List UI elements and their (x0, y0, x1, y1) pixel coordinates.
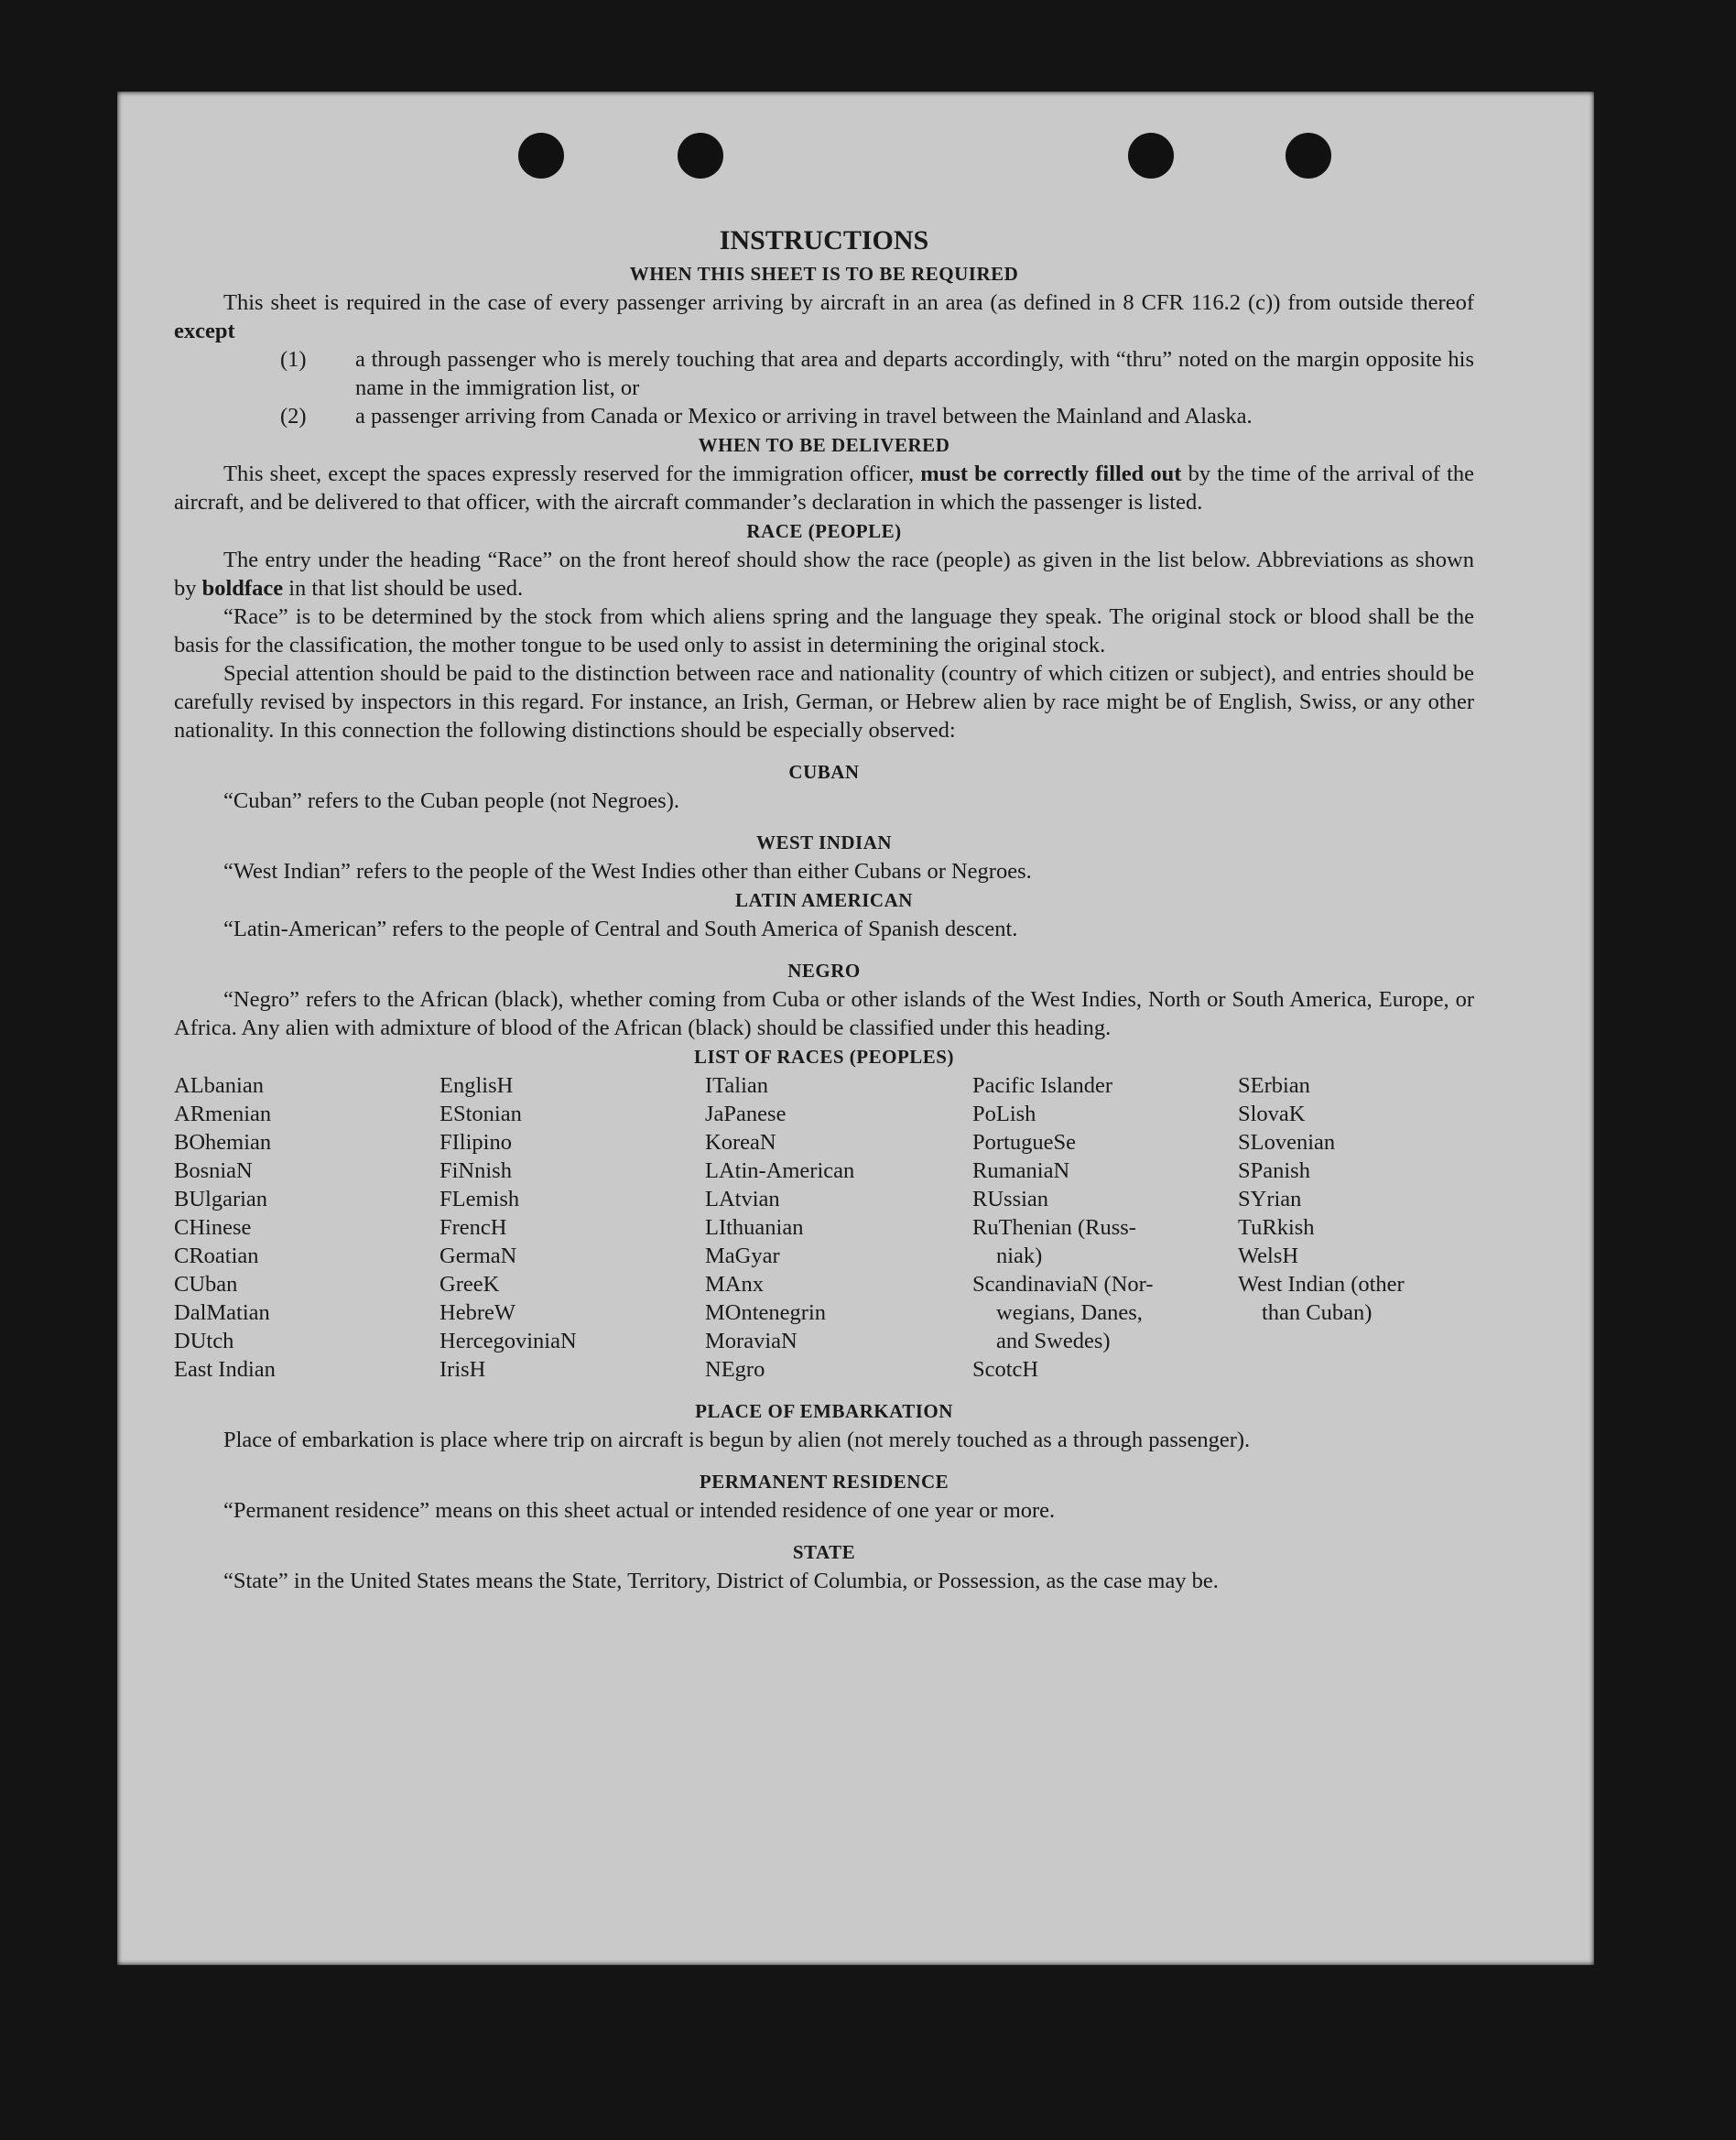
section-heading-west-indian: WEST INDIAN (755, 831, 893, 853)
race-entry: East Indian (174, 1357, 276, 1382)
race-entry: FLemish (439, 1187, 520, 1211)
race-entry: ALbanian (174, 1073, 264, 1098)
race-entry: CHinese (174, 1215, 252, 1240)
race-entry: JaPanese (705, 1102, 787, 1126)
race-entry: TuRkish (1238, 1215, 1315, 1240)
race-entry: ScotcH (972, 1357, 1039, 1382)
race-entry: PortugueSe (972, 1130, 1076, 1155)
race-entry: MaGyar (705, 1244, 780, 1268)
punch-hole (1128, 133, 1174, 179)
race-paragraph: “Race” is to be determined by the stock from which aliens spring and the language they speak. The original stock or blood shall be the basis for the classification, the mother tongue to be used only to assist in determining the original stock. (174, 604, 1474, 657)
race-paragraph: The entry under the heading “Race” on the front hereof should show the race (people) as given in the list below. Abbreviations as shown by boldface in that list should be used. (174, 548, 1474, 601)
race-entry: CUban (174, 1272, 238, 1297)
race-entry: NEgro (705, 1357, 765, 1382)
page-title: INSTRUCTIONS (719, 225, 929, 255)
state-text: “State” in the United States means the State, Territory, District of Columbia, or Possession, as the case may be. (223, 1569, 1219, 1593)
punch-hole (1286, 133, 1331, 179)
section-heading-latin-american: LATIN AMERICAN (735, 889, 913, 911)
latin-american-text: “Latin-American” refers to the people of Central and South America of Spanish descent. (223, 917, 1018, 941)
race-entry: MOntenegrin (705, 1300, 826, 1325)
race-entry: Pacific Islander (972, 1073, 1113, 1098)
races-column (1238, 1071, 1474, 1384)
race-entry: ScandinaviaN (Nor- (972, 1272, 1154, 1297)
west-indian-text: “West Indian” refers to the people of the West Indies other than either Cubans or Negroes. (223, 859, 1032, 884)
residence-text: “Permanent residence” means on this sheet actual or intended residence of one year or more. (223, 1498, 1056, 1523)
race-entry: wegians, Danes, (996, 1300, 1143, 1325)
races-list (174, 1071, 1474, 1384)
race-entry: GreeK (439, 1272, 500, 1297)
races-column (972, 1071, 1238, 1384)
race-entry: than Cuban) (1262, 1300, 1373, 1325)
race-entry: RumaniaN (972, 1158, 1070, 1183)
race-entry: FrencH (439, 1215, 507, 1240)
section-heading-cuban: CUBAN (788, 761, 860, 783)
race-entry: CRoatian (174, 1244, 259, 1268)
race-entry: EnglisH (439, 1073, 514, 1098)
race-entry: SYrian (1238, 1187, 1302, 1211)
section-heading-races: LIST OF RACES (PEOPLES) (694, 1046, 954, 1068)
races-column (439, 1071, 705, 1384)
section-heading-required: WHEN THIS SHEET IS TO BE REQUIRED (629, 263, 1019, 285)
race-entry: EStonian (439, 1102, 522, 1126)
race-entry: SlovaK (1238, 1102, 1306, 1126)
section-heading-race: RACE (PEOPLE) (746, 520, 902, 542)
race-entry: MoraviaN (705, 1329, 797, 1353)
race-entry: SLovenian (1238, 1130, 1336, 1155)
races-column (705, 1071, 972, 1384)
race-entry: WelsH (1238, 1244, 1299, 1268)
race-entry: DalMatian (174, 1300, 270, 1325)
race-entry: MAnx (705, 1272, 764, 1297)
race-entry: FiNnish (439, 1158, 512, 1183)
race-entry: SErbian (1238, 1073, 1310, 1098)
race-entry: FIlipino (439, 1130, 512, 1155)
race-entry: PoLish (972, 1102, 1036, 1126)
race-paragraph: Special attention should be paid to the distinction between race and nationality (country of which citizen or subject), and entries should be carefully revised by inspectors in this regard. For instance, an Irish, German, or Hebrew alien by race might be of English, Swiss, or any other nationality. In this connection the following distinctions should be especially observed: (174, 661, 1474, 743)
section-heading-residence: PERMANENT RESIDENCE (699, 1471, 949, 1493)
section-heading-embarkation: PLACE OF EMBARKATION (695, 1400, 953, 1422)
section-heading-delivered: WHEN TO BE DELIVERED (698, 434, 950, 456)
race-entry: ITalian (705, 1073, 769, 1098)
race-entry: RUssian (972, 1187, 1049, 1211)
race-entry: LAtvian (705, 1187, 780, 1211)
race-entry: BUlgarian (174, 1187, 268, 1211)
required-intro: This sheet is required in the case of every passenger arriving by aircraft in an area (as defined in 8 CFR 116.2 (c)) from outside thereof except (174, 290, 1474, 343)
race-entry: GermaN (439, 1244, 517, 1268)
race-entry: West Indian (other (1238, 1272, 1405, 1297)
section-heading-state: STATE (792, 1541, 856, 1563)
race-entry: and Swedes) (996, 1329, 1111, 1353)
embarkation-text: Place of embarkation is place where trip on aircraft is begun by alien (not merely touched as a through passenger). (223, 1428, 1251, 1452)
cuban-text: “Cuban” refers to the Cuban people (not Negroes). (223, 788, 679, 813)
race-entry: KoreaN (705, 1130, 776, 1155)
section-heading-negro: NEGRO (787, 960, 861, 982)
race-entry: BosniaN (174, 1158, 253, 1183)
document-sheet (117, 92, 1594, 1965)
exception-item: (1) a through passenger who is merely touching that area and departs accordingly, with “thru” noted on the margin opposite his name in the immigration list, or (280, 347, 1474, 400)
delivered-text: This sheet, except the spaces expressly reserved for the immigration officer, must be correctly filled out by the time of the arrival of the aircraft, and be delivered to that officer, with the aircraft commander’s declaration in which the passenger is listed. (174, 462, 1475, 515)
races-column (174, 1071, 439, 1384)
negro-text: “Negro” refers to the African (black), whether coming from Cuba or other islands of the West Indies, North or South America, Europe, or Africa. Any alien with admixture of blood of the African (black) should be classified under this heading. (174, 987, 1474, 1040)
exception-item: (2) a passenger arriving from Canada or Mexico or arriving in travel between the Mainland and Alaska. (280, 404, 1253, 429)
race-entry: ARmenian (174, 1102, 272, 1126)
punch-hole (678, 133, 723, 179)
race-entry: HercegovinіaN (439, 1329, 577, 1353)
race-entry: SPanish (1238, 1158, 1310, 1183)
instructions-content (174, 224, 1474, 1595)
race-entry: RuThenian (Russ- (972, 1215, 1136, 1240)
punch-hole (518, 133, 564, 179)
race-entry: LAtin-American (705, 1158, 855, 1183)
race-entry: BOhemian (174, 1130, 272, 1155)
race-entry: HebreW (439, 1300, 515, 1325)
race-entry: IrisH (439, 1357, 486, 1382)
race-entry: niak) (996, 1244, 1043, 1268)
race-entry: DUtch (174, 1329, 234, 1353)
race-entry: LIthuanian (705, 1215, 804, 1240)
